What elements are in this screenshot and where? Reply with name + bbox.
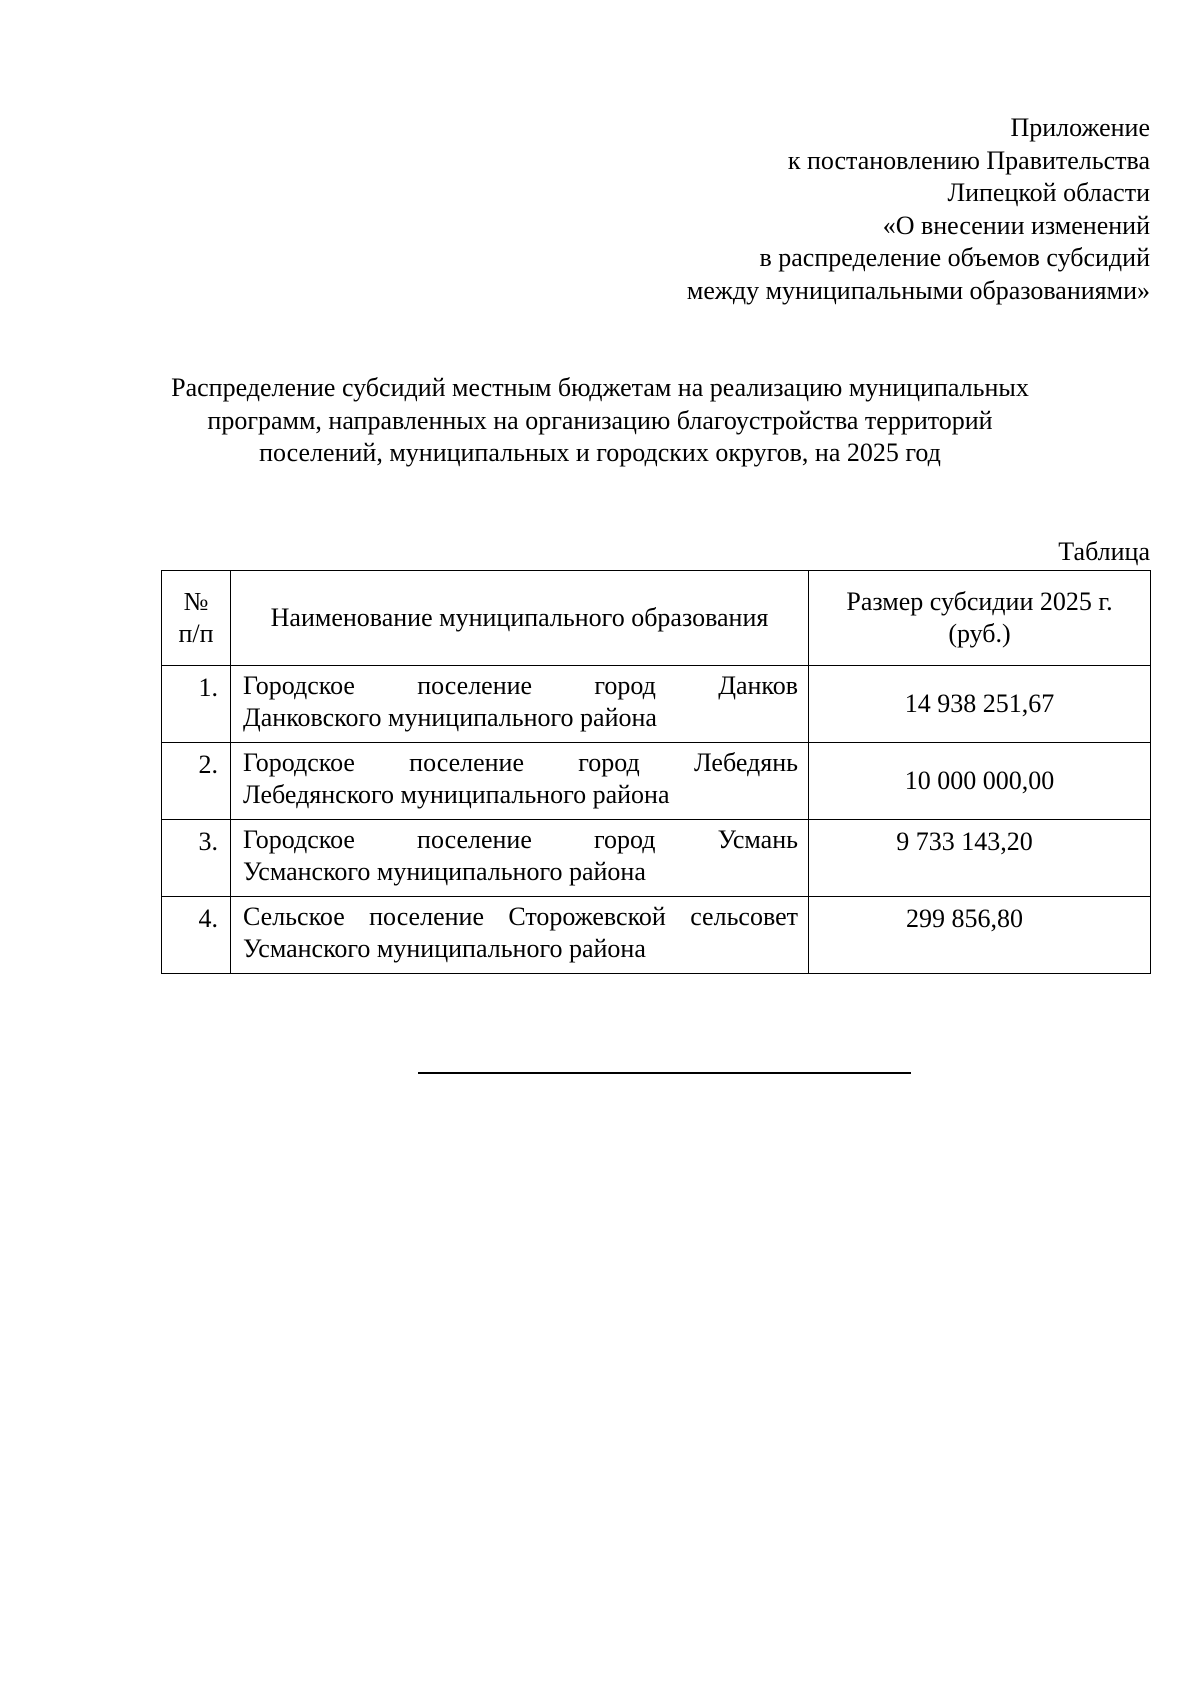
municipality-name-line: Сельское поселение Сторожевской сельсовет [243, 902, 798, 931]
title-line: программ, направленных на организацию благоустройства территорий [207, 405, 993, 435]
header-subsidy-amount [809, 571, 1151, 666]
table-row [162, 666, 1151, 743]
table-row [162, 897, 1151, 974]
header-municipality-name: Наименование муниципального образования [231, 571, 809, 666]
table-row [162, 743, 1151, 820]
row-number: 1. [162, 666, 231, 743]
table-row [162, 820, 1151, 897]
subsidy-table [161, 570, 1151, 974]
title-line: Распределение субсидий местным бюджетам на реализацию муниципальных [171, 373, 1029, 402]
subsidy-amount: 14 938 251,67 [809, 666, 1151, 743]
appendix-line: Липецкой области [947, 178, 1150, 207]
row-number: 3. [162, 820, 231, 897]
municipality-name-line: Городское поселение город Усмань [243, 825, 798, 854]
subsidy-amount: 299 856,80 [809, 897, 1151, 974]
municipality-name-line: Усманского муниципального района [243, 857, 646, 886]
subsidy-amount: 9 733 143,20 [809, 820, 1151, 897]
municipality-name [231, 743, 809, 820]
municipality-name-line: Усманского муниципального района [243, 934, 646, 963]
table-caption: Таблица [1058, 537, 1150, 566]
header-number-symbol: № [183, 587, 209, 616]
header-amount-unit: (руб.) [948, 619, 1011, 648]
appendix-line: в распределение объемов субсидий [759, 243, 1150, 272]
appendix-line: «О внесении изменений [882, 210, 1150, 240]
row-number: 2. [162, 743, 231, 820]
header-number [162, 571, 231, 666]
document-title [60, 372, 1140, 470]
municipality-name-line: Городское поселение город Лебедянь [243, 748, 798, 777]
table-header-row [162, 571, 1151, 666]
document-end-rule [418, 1072, 911, 1074]
subsidy-amount: 10 000 000,00 [809, 743, 1151, 820]
header-number-label: п/п [178, 619, 214, 648]
header-amount-line: Размер субсидии 2025 г. [846, 587, 1113, 616]
appendix-line: между муниципальными образованиями» [686, 275, 1150, 305]
municipality-name [231, 666, 809, 743]
municipality-name-line: Лебедянского муниципального района [243, 780, 670, 809]
municipality-name [231, 820, 809, 897]
appendix-line: Приложение [1010, 113, 1150, 142]
row-number: 4. [162, 897, 231, 974]
appendix-line: к постановлению Правительства [787, 145, 1150, 175]
municipality-name [231, 897, 809, 974]
municipality-name-line: Городское поселение город Данков [243, 671, 798, 700]
title-line: поселений, муниципальных и городских округов, на 2025 год [259, 438, 941, 467]
municipality-name-line: Данковского муниципального района [243, 703, 657, 732]
appendix-block [687, 112, 1150, 307]
